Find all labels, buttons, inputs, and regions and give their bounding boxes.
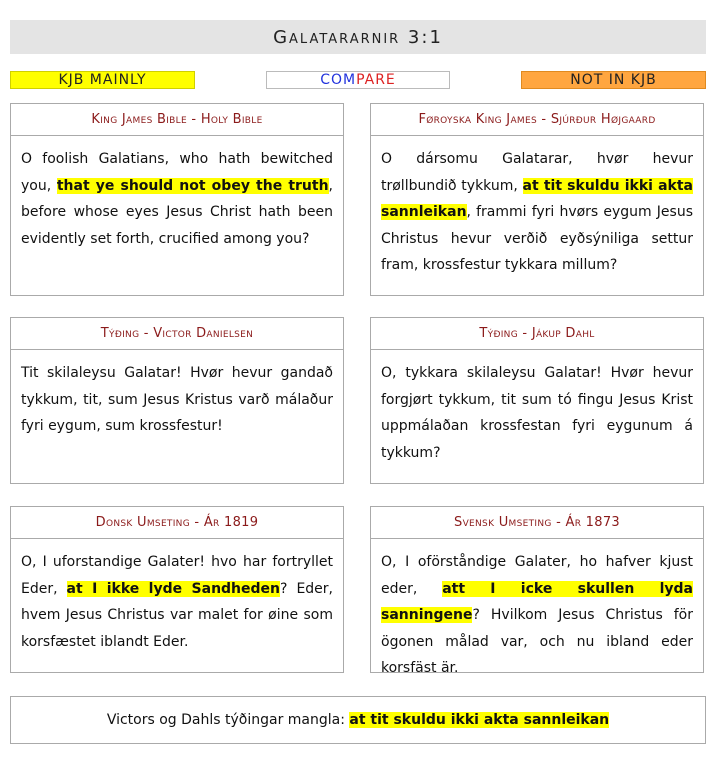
card-donsk	[10, 506, 344, 673]
card-heading: Føroyska King James - Sjúrður Højgaard	[371, 104, 703, 136]
text-segment: O foolish Galatians, who hath bewitched you,	[21, 151, 333, 194]
text-segment: , before whose eyes Jesus Christ hath been evidently set forth, crucified among you?	[21, 177, 333, 247]
highlight-text: that ye should not obey the truth	[56, 177, 329, 194]
card-heading: Týðing - Victor Danielsen	[11, 318, 343, 350]
card-text: O, tykkara skilaleysu Galatar! Hvør hevur forgjørt tykkum, tit sum tó fingu Jesus Krist uppmálaðan krossfestan fyri eygunum á tykkum?	[381, 365, 693, 461]
card-svensk	[370, 506, 704, 676]
note-text: Victors og Dahls týðingar mangla:	[106, 712, 350, 728]
legend-compare	[266, 71, 450, 89]
card-victor-danielsen	[10, 317, 344, 484]
card-text	[371, 136, 703, 289]
card-heading: Týðing - Jákup Dahl	[371, 318, 703, 350]
text-segment: , frammi fyri hvørs eygum Jesus Christus hevur verðið eyðsýniliga settur fram, krossfestur tykkara millum?	[381, 204, 693, 273]
card-text	[11, 539, 343, 665]
highlight-text: at tit skuldu ikki akta sannleikan	[381, 177, 693, 220]
card-text	[11, 136, 343, 262]
highlight-text: at tit skuldu ikki akta sannleikan	[349, 712, 610, 728]
legend-not-in-kjb: NOT IN KJB	[521, 71, 706, 89]
highlight-text: att I icke skullen lyda sanningene	[381, 580, 693, 623]
card-kjb	[10, 103, 344, 296]
missing-translation-note	[10, 696, 706, 744]
card-heading: King James Bible - Holy Bible	[11, 104, 343, 136]
legend-kjb-mainly: KJB MAINLY	[10, 71, 195, 89]
legend-compare-part2: PARE	[356, 72, 396, 88]
card-foroyska-kjb	[370, 103, 704, 296]
text-segment: O, I uforstandige Galater! hvo har fortryllet Eder,	[21, 554, 333, 597]
text-segment: O, I oförståndige Galater, ho hafver kjust eder,	[381, 554, 693, 597]
highlight-text: at I ikke lyde Sandheden	[66, 580, 281, 597]
legend-compare-part1: COM	[320, 72, 357, 88]
text-segment: O dársomu Galatarar, hvør hevur trøllbundið tykkum,	[381, 151, 693, 194]
text-segment: ? Eder, hvem Jesus Christus var malet for øine som korsfæstet iblandt Eder.	[21, 580, 333, 650]
card-heading: Svensk Umseting - Ár 1873	[371, 507, 703, 539]
card-text	[371, 539, 703, 692]
card-text: Tit skilaleysu Galatar! Hvør hevur gandað tykkum, tit, sum Jesus Kristus varð málaður fyri eygum, sum krossfestur!	[21, 365, 333, 434]
card-jakup-dahl	[370, 317, 704, 484]
text-segment: ? Hvilkom Jesus Christus för ögonen målad var, och nu ibland eder korsfäst är.	[381, 607, 693, 676]
page-title: Galatararnir 3:1	[10, 20, 706, 54]
card-heading: Donsk Umseting - Ár 1819	[11, 507, 343, 539]
